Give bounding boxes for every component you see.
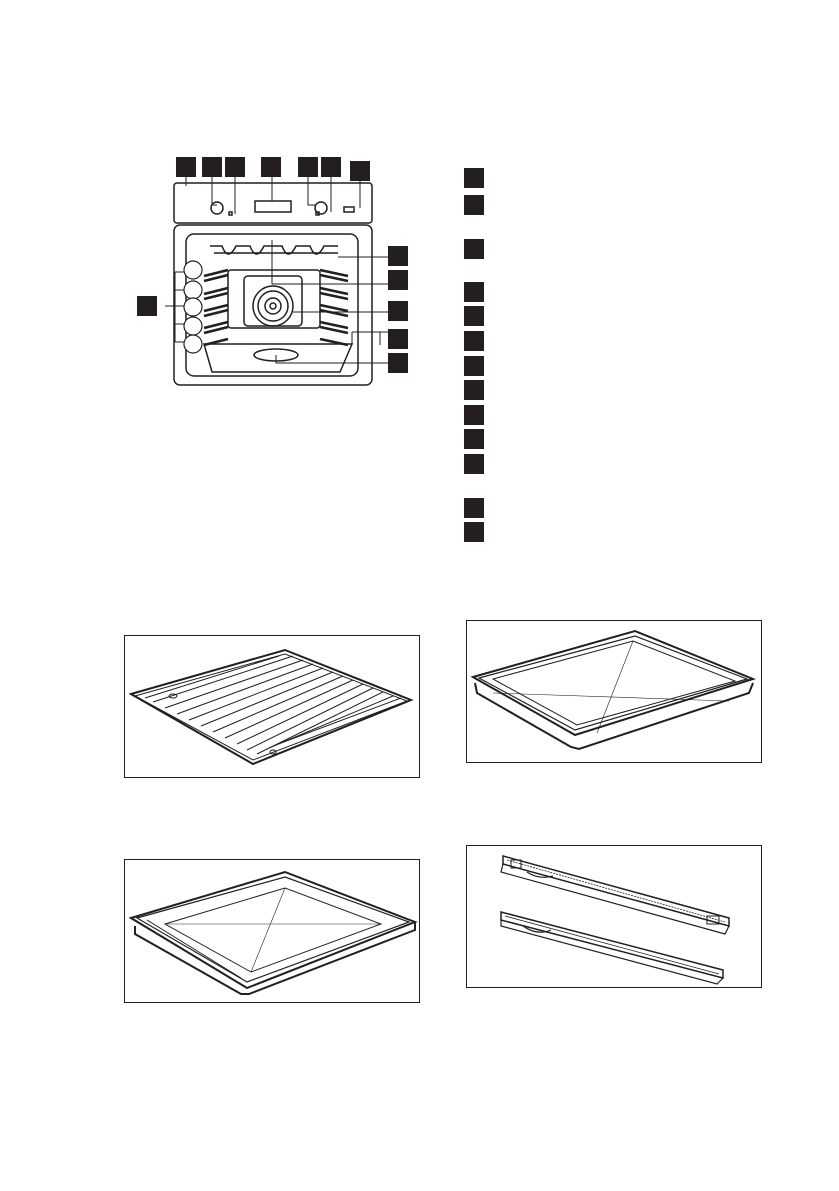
legend-marker bbox=[464, 454, 484, 474]
callout-square bbox=[176, 157, 196, 177]
callout-square bbox=[298, 157, 318, 177]
legend-marker bbox=[464, 429, 484, 449]
callout-square bbox=[388, 353, 408, 373]
callout-square bbox=[225, 157, 245, 177]
callout-square bbox=[388, 270, 408, 290]
control-panel bbox=[174, 183, 372, 223]
wire-shelf-icon bbox=[125, 636, 421, 779]
component-legend bbox=[464, 168, 504, 548]
legend-marker bbox=[464, 306, 484, 326]
callout-square bbox=[202, 157, 222, 177]
legend-marker bbox=[464, 405, 484, 425]
small-button bbox=[344, 207, 354, 212]
legend-marker bbox=[464, 356, 484, 376]
callout-square bbox=[321, 157, 341, 177]
display bbox=[255, 201, 291, 212]
oven-overview-diagram bbox=[130, 150, 430, 390]
callout-square bbox=[350, 161, 370, 181]
knob-left bbox=[211, 202, 223, 214]
telescopic-runners-figure bbox=[466, 845, 762, 988]
baking-tray-figure bbox=[466, 620, 762, 763]
callout-square bbox=[137, 296, 157, 316]
legend-marker bbox=[464, 498, 484, 518]
deep-pan-figure bbox=[124, 859, 420, 1003]
deep-pan-icon bbox=[125, 860, 421, 1004]
lamp-left bbox=[229, 212, 232, 215]
legend-marker bbox=[464, 282, 484, 302]
callout-square bbox=[388, 329, 408, 349]
callout-square bbox=[388, 246, 408, 266]
wire-shelf-figure bbox=[124, 635, 420, 778]
legend-marker bbox=[464, 168, 484, 188]
legend-marker bbox=[464, 331, 484, 351]
baking-tray-icon bbox=[467, 621, 763, 764]
telescopic-runners-icon bbox=[467, 846, 763, 989]
legend-marker bbox=[464, 195, 484, 215]
legend-marker bbox=[464, 522, 484, 542]
callout-square bbox=[261, 157, 281, 177]
legend-marker bbox=[464, 380, 484, 400]
legend-marker bbox=[464, 239, 484, 259]
callout-square bbox=[388, 301, 408, 321]
oven-drawing bbox=[130, 150, 430, 390]
